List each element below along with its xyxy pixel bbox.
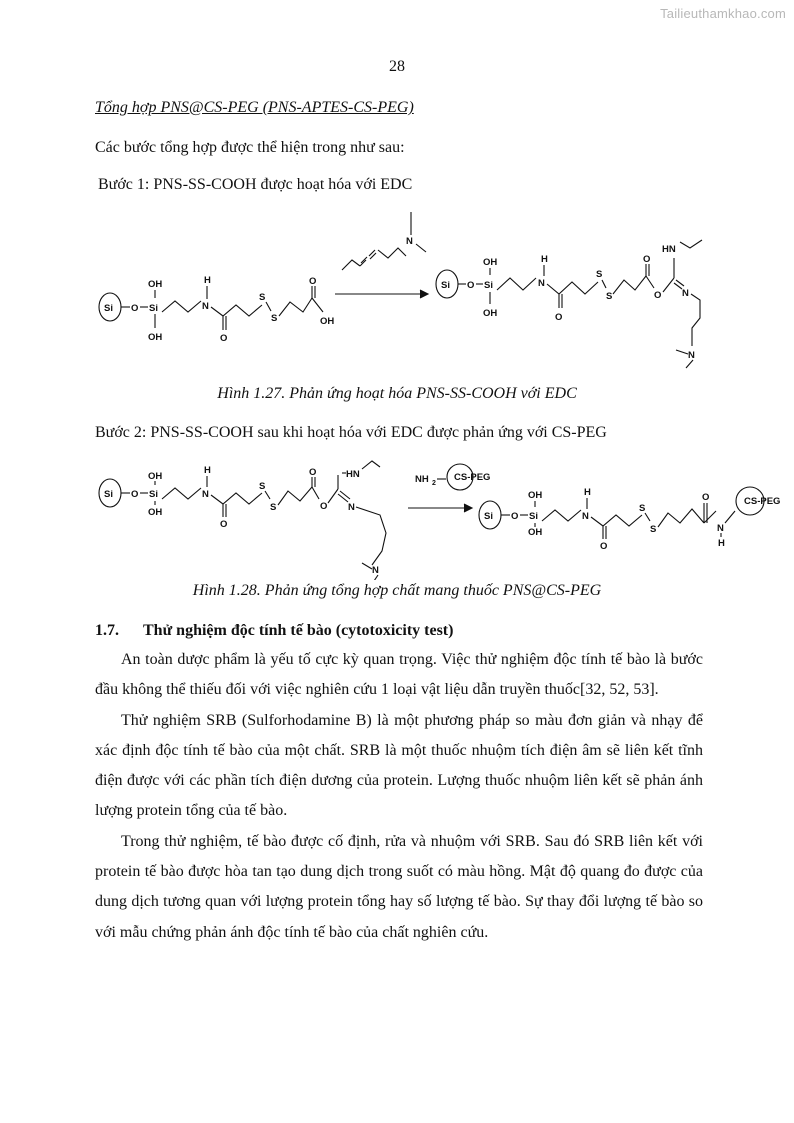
subtitle: Tổng hợp PNS@CS-PEG (PNS-APTES-CS-PEG) (95, 99, 414, 116)
svg-text:O: O (320, 501, 328, 512)
step-1-text: Bước 1: PNS-SS-COOH được hoạt hóa với EDC (98, 176, 413, 193)
svg-text:O: O (131, 489, 139, 500)
svg-text:S: S (271, 313, 278, 324)
svg-text:S: S (650, 524, 657, 535)
svg-text:S: S (596, 269, 603, 280)
svg-text:N: N (582, 511, 589, 522)
svg-text:CS-PEG: CS-PEG (454, 472, 491, 483)
svg-text:N: N (688, 350, 695, 361)
svg-text:Si: Si (484, 511, 493, 522)
svg-text:O: O (220, 519, 228, 530)
svg-text:OH: OH (528, 490, 543, 501)
svg-text:H: H (204, 465, 211, 476)
svg-text:NH: NH (415, 474, 429, 485)
svg-text:O: O (643, 254, 651, 265)
svg-text:O: O (220, 333, 228, 344)
svg-text:OH: OH (483, 257, 498, 268)
svg-text:O: O (309, 467, 317, 478)
svg-text:Si: Si (529, 511, 538, 522)
svg-text:S: S (259, 481, 266, 492)
svg-text:OH: OH (148, 471, 163, 482)
svg-text:O: O (467, 280, 475, 291)
svg-text:O: O (511, 511, 519, 522)
svg-text:OH: OH (148, 332, 163, 343)
body-text (95, 645, 703, 948)
svg-text:H: H (584, 487, 591, 498)
reaction-scheme-1-27 (90, 200, 730, 370)
svg-text:N: N (202, 301, 209, 312)
intro-text: Các bước tổng hợp được thể hiện trong như sau: (95, 139, 405, 156)
svg-text:H: H (204, 275, 211, 286)
svg-text:N: N (717, 523, 724, 534)
svg-text:H: H (541, 254, 548, 265)
section-title: Thử nghiệm độc tính tế bào (cytotoxicity test) (143, 622, 454, 639)
svg-text:N: N (406, 236, 413, 247)
svg-text:Si: Si (149, 303, 158, 314)
svg-text:Si: Si (441, 280, 450, 291)
svg-text:2: 2 (432, 480, 436, 487)
svg-text:OH: OH (483, 308, 498, 319)
svg-text:Si: Si (149, 489, 158, 500)
svg-text:HN: HN (662, 244, 676, 255)
svg-text:O: O (555, 312, 563, 323)
section-number: 1.7. (95, 622, 119, 639)
paragraph: Thử nghiệm SRB (Sulforhodamine B) là một phương pháp so màu đơn giản và nhạy để xác định độc tính tế bào của một chất. SRB là một thuốc nhuộm tích điện âm sẽ liên kết tĩnh điện được với các phần tích điện dương của protein. Lượng thuốc nhuộm liên kết sẽ phản ánh lượng protein tổng của tế bào. (95, 711, 703, 820)
svg-text:N: N (372, 565, 379, 576)
svg-text:O: O (309, 276, 317, 287)
figure-1-27-caption: Hình 1.27. Phản ứng hoạt hóa PNS-SS-COOH với EDC (217, 385, 577, 402)
svg-text:HN: HN (346, 469, 360, 480)
svg-text:CS-PEG: CS-PEG (744, 496, 781, 507)
svg-text:S: S (606, 291, 613, 302)
svg-text:H: H (718, 538, 725, 549)
svg-text:OH: OH (320, 316, 335, 327)
si-label: Si (104, 303, 113, 314)
svg-text:N: N (682, 288, 689, 299)
svg-text:O: O (600, 541, 608, 552)
svg-text:O: O (131, 303, 139, 314)
svg-text:OH: OH (148, 507, 163, 518)
page-number: 28 (389, 58, 405, 75)
svg-text:N: N (538, 278, 545, 289)
svg-text:S: S (639, 503, 646, 514)
svg-text:OH: OH (148, 279, 163, 290)
step-2-text: Bước 2: PNS-SS-COOH sau khi hoạt hóa với EDC được phản ứng với CS-PEG (95, 424, 607, 441)
svg-text:Si: Si (104, 489, 113, 500)
svg-text:OH: OH (528, 527, 543, 538)
svg-text:S: S (259, 292, 266, 303)
svg-text:Si: Si (484, 280, 493, 291)
section-heading (95, 622, 453, 640)
reaction-scheme-1-28 (90, 455, 790, 580)
watermark: Tailieuthamkhao.com (660, 6, 786, 21)
paragraph: Trong thử nghiệm, tế bào được cố định, rửa và nhuộm với SRB. Sau đó SRB liên kết với protein tế bào được hòa tan tạo dung dịch trong suốt có màu hồng. Mật độ quang đo được của dung dịch tương quan với lượng protein tổng hay số lượng tế bào. Sự thay đổi lượng tế bào so với mẫu chứng phản ánh độc tính tế bào của chất nghiên cứu. (95, 832, 703, 941)
svg-text:N: N (348, 502, 355, 513)
figure-1-28-caption: Hình 1.28. Phản ứng tổng hợp chất mang thuốc PNS@CS-PEG (192, 582, 602, 599)
svg-text:O: O (654, 290, 662, 301)
svg-text:O: O (702, 492, 710, 503)
paragraph: An toàn dược phẩm là yếu tố cực kỳ quan trọng. Việc thử nghiệm độc tính tế bào là bước đầu không thể thiếu đối với việc nghiên cứu 1 loại vật liệu dẫn truyền thuốc[32, 52, 53]. (95, 651, 703, 699)
svg-text:N: N (202, 489, 209, 500)
svg-text:S: S (270, 502, 277, 513)
